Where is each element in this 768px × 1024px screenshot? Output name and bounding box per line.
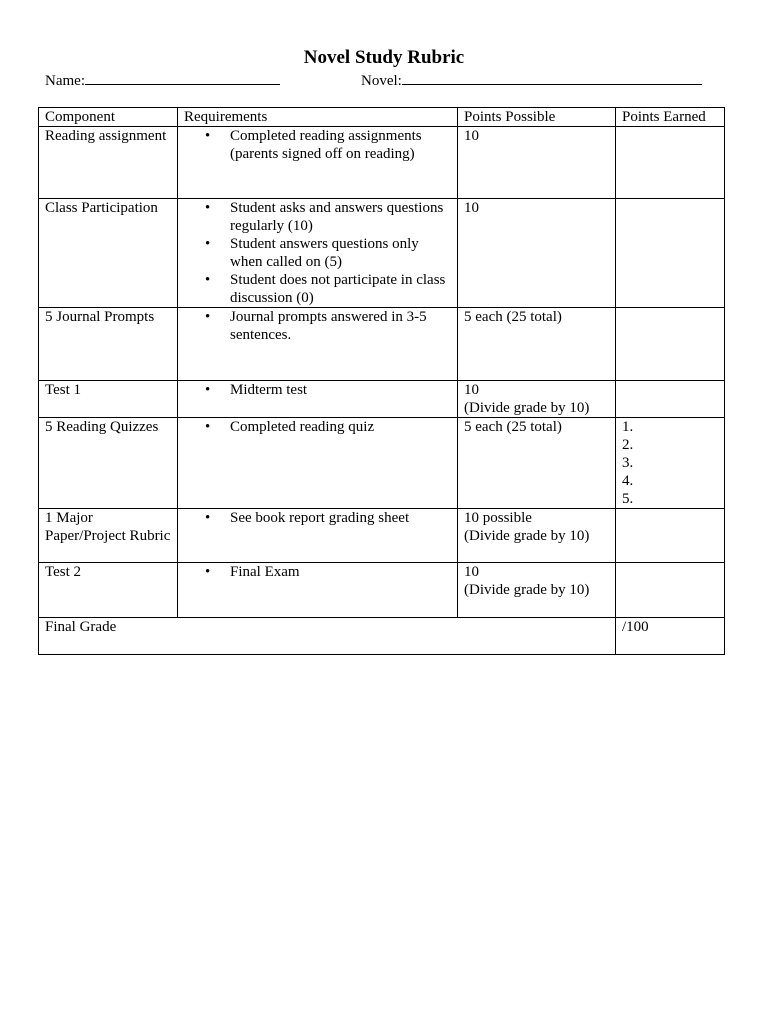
- component-cell: Test 2: [39, 563, 178, 618]
- table-row: [39, 127, 725, 199]
- table-row: [39, 418, 725, 509]
- final-grade-label: Final Grade: [39, 618, 616, 655]
- requirement-item: • Student answers questions only when called on (5): [184, 235, 451, 271]
- points-possible-cell: [458, 563, 616, 618]
- quiz-score-line[interactable]: 3.: [622, 455, 634, 471]
- requirement-item: • Completed reading quiz: [184, 418, 451, 436]
- requirements-list: [184, 199, 451, 307]
- requirements-list: [184, 418, 451, 436]
- requirement-item: • Completed reading assignments (parents signed off on reading): [184, 127, 451, 163]
- final-grade-total: /100: [616, 618, 725, 655]
- requirement-item: • Midterm test: [184, 381, 451, 399]
- component-cell: Reading assignment: [39, 127, 178, 199]
- points-earned-cell[interactable]: [616, 509, 725, 563]
- points-possible-text: 5 each (25 total): [464, 309, 562, 325]
- requirement-item: • Final Exam: [184, 563, 451, 581]
- points-possible-text: 10 possible: [464, 510, 532, 526]
- header-requirements: Requirements: [178, 108, 458, 127]
- points-possible-text: 10: [464, 382, 479, 398]
- requirement-item: • Journal prompts answered in 3-5 sentences.: [184, 308, 451, 344]
- points-earned-cell[interactable]: [616, 127, 725, 199]
- name-blank-line[interactable]: [85, 70, 280, 85]
- table-row: [39, 509, 725, 563]
- requirements-cell: [178, 563, 458, 618]
- points-earned-cell[interactable]: [616, 199, 725, 308]
- requirements-cell: [178, 308, 458, 381]
- requirements-list: [184, 381, 451, 399]
- component-cell: 1 Major Paper/Project Rubric: [39, 509, 178, 563]
- requirement-item: • Student does not participate in class discussion (0): [184, 271, 451, 307]
- quiz-score-line[interactable]: 5.: [622, 491, 634, 507]
- requirements-cell: [178, 199, 458, 308]
- table-row: [39, 381, 725, 418]
- points-possible-text: 10: [464, 128, 479, 144]
- novel-field[interactable]: [361, 70, 702, 90]
- points-possible-text: 5 each (25 total): [464, 419, 562, 435]
- header-points-earned: Points Earned: [616, 108, 725, 127]
- novel-blank-line[interactable]: [402, 70, 702, 85]
- points-possible-cell: [458, 199, 616, 308]
- points-possible-text: 10: [464, 564, 479, 580]
- component-cell: 5 Reading Quizzes: [39, 418, 178, 509]
- points-possible-text: 10: [464, 200, 479, 216]
- component-cell: Test 1: [39, 381, 178, 418]
- requirements-cell: [178, 418, 458, 509]
- header-points-possible: Points Possible: [458, 108, 616, 127]
- header-component: Component: [39, 108, 178, 127]
- points-earned-cell[interactable]: [616, 418, 725, 509]
- table-row: [39, 308, 725, 381]
- points-earned-cell[interactable]: [616, 381, 725, 418]
- requirements-cell: [178, 509, 458, 563]
- points-earned-cell[interactable]: [616, 308, 725, 381]
- requirements-cell: [178, 381, 458, 418]
- rubric-table: [38, 107, 725, 655]
- points-possible-text: (Divide grade by 10): [464, 400, 590, 416]
- points-possible-cell: [458, 127, 616, 199]
- points-possible-cell: [458, 381, 616, 418]
- novel-label: Novel:: [361, 73, 402, 89]
- quiz-score-line[interactable]: 1.: [622, 419, 634, 435]
- requirements-cell: [178, 127, 458, 199]
- points-possible-text: (Divide grade by 10): [464, 582, 590, 598]
- header-row: [39, 108, 725, 127]
- quiz-score-line[interactable]: 4.: [622, 473, 634, 489]
- points-possible-text: (Divide grade by 10): [464, 528, 590, 544]
- name-label: Name:: [45, 73, 85, 89]
- quiz-score-line[interactable]: 2.: [622, 437, 634, 453]
- points-possible-cell: [458, 308, 616, 381]
- requirements-list: [184, 127, 451, 163]
- requirements-list: [184, 308, 451, 344]
- requirements-list: [184, 509, 451, 527]
- component-cell: 5 Journal Prompts: [39, 308, 178, 381]
- points-possible-cell: [458, 418, 616, 509]
- requirement-item: • Student asks and answers questions regularly (10): [184, 199, 451, 235]
- table-row: [39, 199, 725, 308]
- final-grade-row: [39, 618, 725, 655]
- requirements-list: [184, 563, 451, 581]
- component-cell: Class Participation: [39, 199, 178, 308]
- table-row: [39, 563, 725, 618]
- requirement-item: • See book report grading sheet: [184, 509, 451, 527]
- name-field[interactable]: [45, 70, 280, 90]
- points-earned-cell[interactable]: [616, 563, 725, 618]
- page-title: Novel Study Rubric: [303, 47, 465, 68]
- points-possible-cell: [458, 509, 616, 563]
